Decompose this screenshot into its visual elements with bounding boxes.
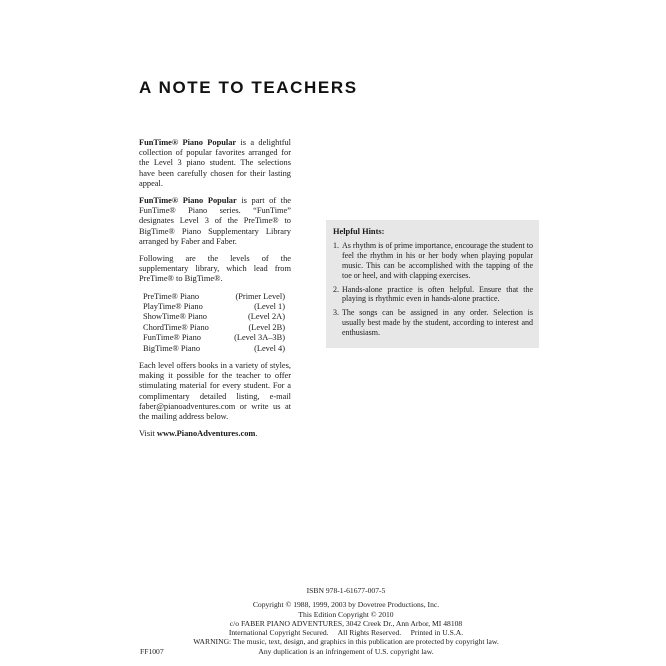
hint-number: 1. (333, 240, 339, 250)
hint-item (333, 241, 533, 281)
hint-number: 3. (333, 308, 339, 318)
levels-intro-paragraph: Following are the levels of the supplementary library, which lead from PreTime® to BigTime®. (139, 254, 291, 284)
level-book-name: PlayTime® Piano (143, 302, 203, 312)
offer-paragraph: Each level offers books in a variety of styles, making it possible for the teacher to offer stimulating material for every student. For a complimentary detailed listing, e-mail faber@pianoadventures.com or write us at the mailing address below. (139, 361, 291, 422)
hint-text: As rhythm is of prime importance, encourage the student to feel the rhythm in his or her body when playing popular music. This can be accomplished with the tapping of the toe or heel, and with clapping exercises. (342, 240, 533, 280)
level-value: (Level 3A–3B) (234, 333, 285, 343)
visit-prefix: Visit (139, 429, 157, 439)
isbn: ISBN 978-1-61677-007-5 (306, 586, 386, 595)
level-book-name: PreTime® Piano (143, 291, 200, 301)
hint-item (333, 285, 533, 305)
level-row (143, 344, 285, 354)
level-row (143, 312, 285, 322)
helpful-hints-box (326, 220, 539, 348)
series-text: is part of the FunTime® Piano series. “FunTime” designates Level 3 of the PreTime® to BigTime® Piano Supplementary Library arranged by Faber and Faber. (139, 196, 291, 246)
intro-paragraph (139, 138, 291, 189)
copyright-line: c/o FABER PIANO ADVENTURES, 3042 Creek Dr., Ann Arbor, MI 48108 (229, 618, 463, 628)
level-book-name: ShowTime® Piano (143, 312, 207, 322)
visit-suffix: . (255, 429, 258, 439)
hint-text: Hands-alone practice is often helpful. Ensure that the playing is rhythmic even in hands-alone practice. (342, 284, 533, 304)
series-paragraph (139, 196, 291, 247)
copyright-line: Copyright © 1988, 1999, 2003 by Dovetree Productions, Inc. (252, 600, 440, 610)
copyright-line: International Copyright Secured. All Rights Reserved. Printed in U.S.A. (228, 628, 464, 638)
level-value: (Primer Level) (235, 291, 285, 301)
helpful-hints-title: Helpful Hints: (333, 227, 385, 236)
page-title: A NOTE TO TEACHERS (139, 78, 358, 97)
series-name: FunTime® Piano Popular (139, 196, 237, 206)
left-column (139, 138, 291, 447)
copyright-footer (166, 586, 526, 656)
level-value: (Level 2B) (248, 322, 285, 332)
level-row (143, 323, 285, 333)
series-name: FunTime® Piano Popular (139, 138, 237, 147)
level-row (143, 292, 285, 302)
intro-text: is a delightful collection of popular favorites arranged for the Level 3 piano student. The selections have been carefully chosen for their lasting appeal. (139, 138, 291, 188)
visit-paragraph (139, 429, 291, 439)
level-row (143, 302, 285, 312)
copyright-line: WARNING: The music, text, design, and graphics in this publication are protected by copyright law. (193, 637, 499, 647)
levels-list (143, 292, 285, 354)
level-value: (Level 2A) (248, 312, 285, 322)
copyright-line: Any duplication is an infringement of U.S. copyright law. (258, 646, 434, 656)
level-book-name: FunTime® Piano (143, 333, 201, 343)
level-row (143, 333, 285, 343)
level-value: (Level 1) (254, 302, 285, 312)
copyright-lines (166, 600, 526, 656)
hint-number: 2. (333, 284, 339, 294)
level-value: (Level 4) (254, 343, 285, 353)
hint-text: The songs can be assigned in any order. Selection is usually best made by the student, according to interest and enthusiasm. (342, 308, 533, 338)
product-code: FF1007 (140, 647, 164, 656)
hint-item (333, 308, 533, 338)
copyright-line: This Edition Copyright © 2010 (298, 609, 394, 619)
hint-list (333, 241, 533, 338)
website-link[interactable]: www.PianoAdventures.com (156, 429, 256, 439)
level-book-name: BigTime® Piano (143, 343, 201, 353)
level-book-name: ChordTime® Piano (143, 322, 209, 332)
